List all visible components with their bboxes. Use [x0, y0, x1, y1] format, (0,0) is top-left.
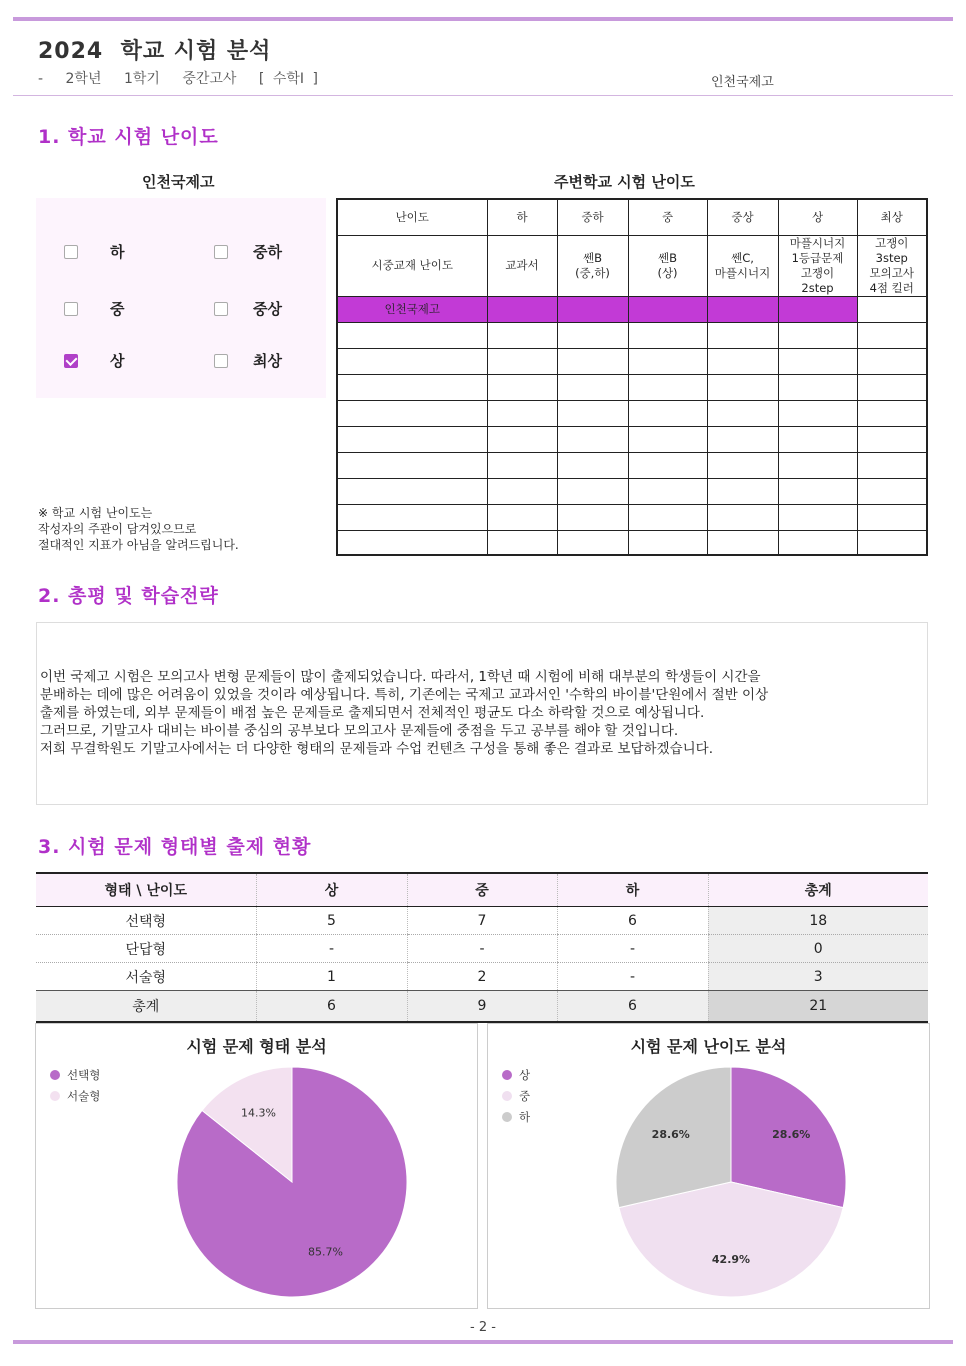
- checkbox[interactable]: [64, 302, 78, 316]
- type-pie-chart: [36, 1024, 479, 1310]
- school-difficulty-heading: 인천국제고: [142, 173, 215, 191]
- section2-title: 2. 총평 및 학습전략: [38, 585, 219, 607]
- checkbox[interactable]: [64, 245, 78, 259]
- empty-row: [337, 504, 927, 530]
- exam-info: [38, 68, 332, 88]
- difficulty-bar-cell: [557, 296, 628, 322]
- total-row: 총계 6 9 6 21: [36, 991, 928, 1023]
- checkbox[interactable]: [214, 245, 228, 259]
- header-divider: [13, 95, 953, 96]
- difficulty-chart-panel: [487, 1023, 930, 1309]
- section3-title: 3. 시험 문제 형태별 출제 현황: [38, 836, 312, 858]
- legend-item: 선택형: [50, 1064, 100, 1085]
- grade: 2학년: [65, 71, 102, 87]
- pie-data-label: 14.3%: [241, 1106, 277, 1120]
- legend-item: 상: [502, 1064, 530, 1085]
- level-option[interactable]: 하: [64, 241, 125, 262]
- school-name: 인천국제고: [711, 75, 774, 90]
- difficulty-bar-cell: [707, 296, 778, 322]
- page-title: 2024 학교 시험 분석: [38, 39, 272, 64]
- empty-row: [337, 426, 927, 452]
- semester: 1학기: [123, 71, 160, 87]
- difficulty-checklist: [36, 198, 326, 398]
- difficulty-bar-cell: [487, 296, 557, 322]
- table-header-row: 난이도 하 중하 중 중상 상 최상: [337, 199, 927, 235]
- table-row: 단답형 - - - 0: [36, 935, 928, 963]
- difficulty-bar-cell: [778, 296, 857, 322]
- legend-item: 중: [502, 1085, 530, 1106]
- pie-data-label: 85.7%: [307, 1245, 343, 1259]
- level-option[interactable]: 중하: [214, 241, 282, 262]
- bottom-accent-bar: [13, 1340, 953, 1344]
- table-row: 서술형 1 2 - 3: [36, 963, 928, 991]
- question-type-table: [36, 872, 928, 1023]
- legend-item: 하: [502, 1106, 530, 1127]
- level-option[interactable]: 중: [64, 298, 125, 319]
- checkbox[interactable]: [214, 302, 228, 316]
- exam-type: 중간고사: [182, 71, 237, 87]
- level-option[interactable]: 중상: [214, 298, 282, 319]
- top-accent-bar: [13, 17, 953, 21]
- section1-title: 1. 학교 시험 난이도: [38, 126, 219, 148]
- empty-row: [337, 322, 927, 348]
- difficulty-empty-cell: [857, 296, 927, 322]
- empty-row: [337, 348, 927, 374]
- difficulty-note: ※ 학교 시험 난이도는 작성자의 주관이 담겨있으므로 절대적인 지표가 아님을 알려드립니다.: [38, 506, 239, 552]
- empty-row: [337, 478, 927, 504]
- pie-data-label: 42.9%: [711, 1253, 751, 1267]
- empty-row: [337, 452, 927, 478]
- level-option[interactable]: 최상: [214, 350, 282, 371]
- nearby-difficulty-heading: 주변학교 시험 난이도: [554, 173, 695, 191]
- difficulty-bar-cell: [628, 296, 707, 322]
- textbook-row: 시중교재 난이도 교과서 쎈B (중,하) 쎈B (상) 쎈C, 마플시너지 마플시너지 1등급문제 고쟁이 2step 고쟁이 3step 모의고사 4점 킬러: [337, 235, 927, 296]
- school-difficulty-row: 인천국제고: [337, 296, 927, 322]
- chart-title: 시험 문제 난이도 분석: [630, 1037, 787, 1056]
- chart-title: 시험 문제 형태 분석: [186, 1037, 327, 1056]
- level-option[interactable]: 상: [64, 350, 125, 371]
- checkbox-checked[interactable]: [64, 354, 78, 368]
- table-header-row: 형태 \ 난이도 상 중 하 총계: [36, 873, 928, 907]
- pie-data-label: 28.6%: [772, 1127, 811, 1141]
- difficulty-pie-chart: [488, 1024, 931, 1310]
- empty-row: [337, 400, 927, 426]
- type-chart-panel: [35, 1023, 478, 1309]
- dash: -: [38, 71, 44, 87]
- review-text: 이번 국제고 시험은 모의고사 변형 문제들이 많이 출제되었습니다. 따라서, 1학년 때 시험에 비해 대부분의 학생들이 시간을 분배하는 데에 많은 어려움이 있었을 것이라 예상됩니다. 특히, 기존에는 국제고 교과서인 '수학의 바이블'단원에서 절반 이상 출제를 하였는데, 외부 문제들이 배점 높은 문제들로 출제되면서 전체적인 평균도 다소 하락할 것으로 예상됩니다. 그러므로, 기말고사 대비는 바이블 중심의 공부보다 모의고사 문제들에 중점을 두고 공부를 해야 할 것입니다. 저희 무결학원도 기말고사에서는 더 다양한 형태의 문제들과 수업 컨텐츠 구성을 통해 좋은 결과로 보답하겠습니다.: [40, 669, 769, 757]
- empty-row: [337, 530, 927, 555]
- pie-data-label: 28.6%: [651, 1127, 690, 1141]
- table-row: 선택형 5 7 6 18: [36, 907, 928, 935]
- nearby-difficulty-table: [336, 198, 928, 556]
- empty-row: [337, 374, 927, 400]
- subject: [ 수학Ⅰ ]: [258, 71, 318, 87]
- page-number: - 2 -: [470, 1320, 496, 1335]
- checkbox[interactable]: [214, 354, 228, 368]
- legend-item: 서술형: [50, 1085, 100, 1106]
